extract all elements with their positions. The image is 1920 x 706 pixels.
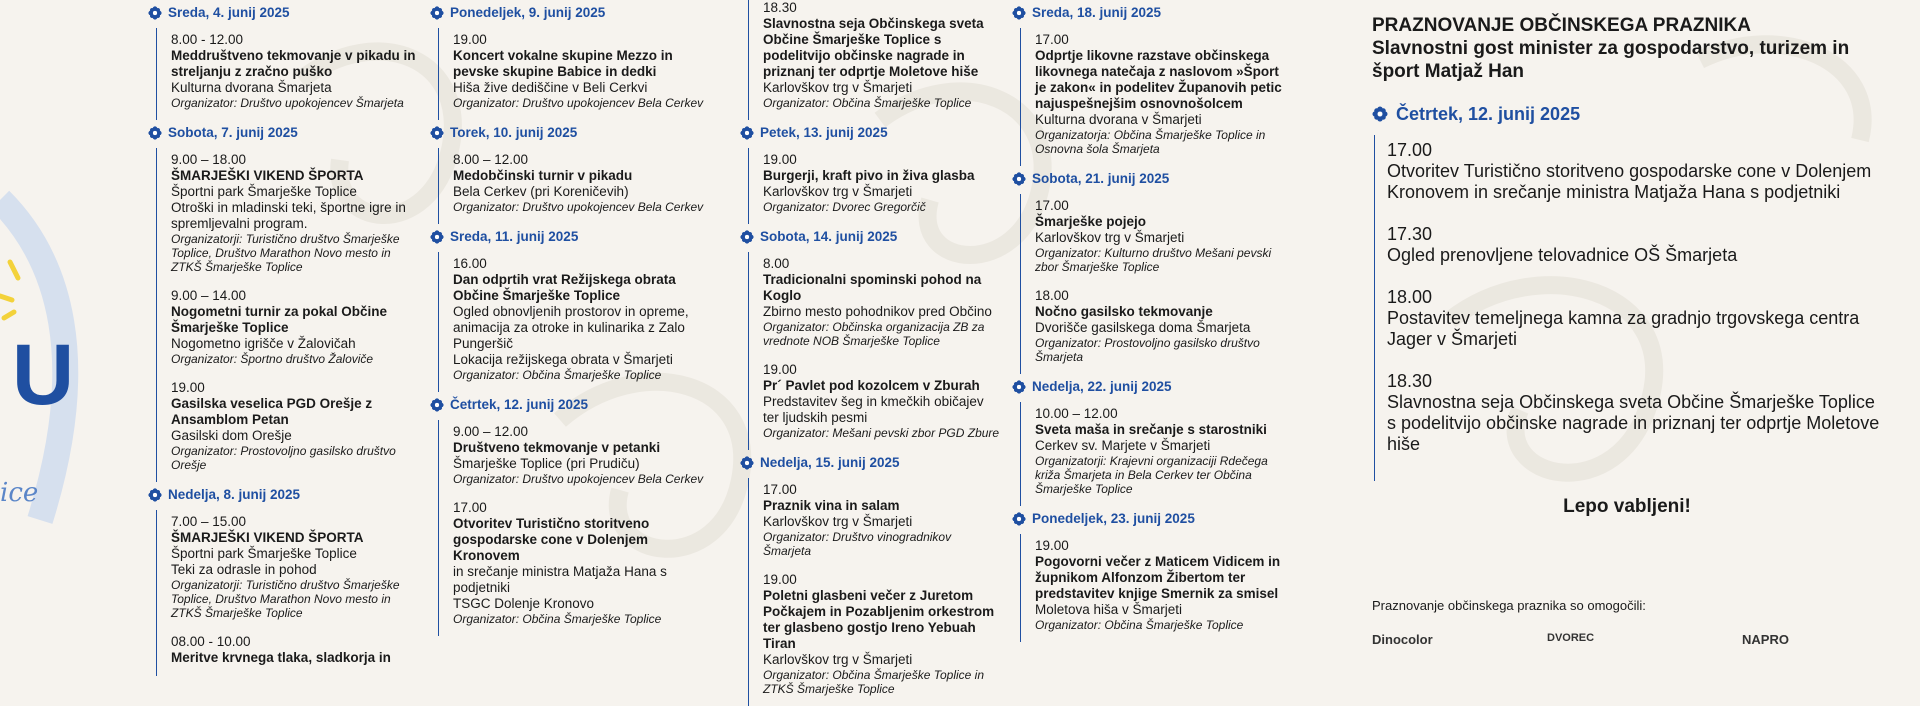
event-title: Šmarješke pojejo xyxy=(1035,214,1147,229)
flower-icon xyxy=(148,488,162,502)
event-time: 17.00 xyxy=(763,482,797,497)
event-organizer: Organizator: Društvo upokojencev Šmarjeta xyxy=(171,96,404,110)
celebration-event-text: Slavnostna seja Občinskega sveta Občine Šmarješke Toplice s podelitvijo občinske nagrade in priznanj ter odprtje Moletove hiše xyxy=(1387,392,1880,454)
day-events xyxy=(1020,534,1284,642)
day-events xyxy=(438,420,710,636)
event-organizer: Organizatorja: Občina Šmarješke Toplice in Osnovna šola Šmarjeta xyxy=(1035,128,1266,156)
celebration-event-time: 18.00 xyxy=(1387,287,1433,307)
day-date: Torek, 10. junij 2025 xyxy=(450,125,578,140)
event-organizer: Organizator: Dvorec Gregorčič xyxy=(763,200,926,214)
celebration-event xyxy=(1387,139,1882,203)
event-time: 19.00 xyxy=(1035,538,1069,553)
event-location: Ogled obnovljenih prostorov in opreme, animacija za otroke in kulinarika z Zalo Pungeršič xyxy=(453,304,689,351)
celebration-event-time: 17.00 xyxy=(1387,140,1433,160)
event-item xyxy=(453,256,710,382)
day-events xyxy=(438,28,710,120)
event-time: 18.30 xyxy=(763,0,797,15)
celebration-event-text: Ogled prenovljene telovadnice OŠ Šmarjeta xyxy=(1387,245,1738,265)
flower-icon xyxy=(1012,512,1026,526)
event-time: 19.00 xyxy=(763,152,797,167)
event-time: 16.00 xyxy=(453,256,487,271)
event-organizer: Organizator: Mešani pevski zbor PGD Zbure xyxy=(763,426,1000,440)
event-organizer: Organizator: Društvo upokojencev Bela Cerkev xyxy=(453,200,704,214)
day-date: Sreda, 4. junij 2025 xyxy=(168,5,290,20)
event-location: Moletova hiša v Šmarjeti xyxy=(1035,602,1183,617)
event-item xyxy=(171,288,420,366)
day-events xyxy=(156,28,420,120)
event-organizer: Organizatorji: Turistično društvo Šmarješke Toplice, Društvo Marathon Novo mesto in ZTKŠ Šmarješke Toplice xyxy=(171,232,400,274)
event-item xyxy=(1035,32,1284,156)
event-location: Gasilski dom Orešje xyxy=(171,428,292,443)
event-location: Dvorišče gasilskega doma Šmarjeta xyxy=(1035,320,1251,335)
program-column xyxy=(740,0,1002,706)
event-title: Slavnostna seja Občinskega sveta Občine Šmarješke Toplice s podelitvijo občinske nagrade in priznanj ter odprtje Moletove hiše xyxy=(763,16,984,79)
day-date: Sreda, 18. junij 2025 xyxy=(1032,5,1162,20)
event-location: Šmarješke Toplice (pri Prudiču) xyxy=(453,456,640,471)
flower-icon xyxy=(740,126,754,140)
event-time: 8.00 - 12.00 xyxy=(171,32,244,47)
event-organizer: Organizator: Občinska organizacija ZB za vrednote NOB Šmarješke Toplice xyxy=(763,320,985,348)
welcome-text: Lepo vabljeni! xyxy=(1563,496,1691,517)
event-time: 08.00 - 10.00 xyxy=(171,634,251,649)
event-organizer: Organizator: Občina Šmarješke Toplice xyxy=(453,368,662,382)
event-location: Športni park Šmarješke Toplice xyxy=(171,546,357,561)
program-column xyxy=(430,0,710,636)
day-date: Nedelja, 22. junij 2025 xyxy=(1032,379,1172,394)
event-title: Koncert vokalne skupine Mezzo in pevske skupine Babice in dedki xyxy=(453,48,673,79)
flower-icon xyxy=(740,230,754,244)
flower-icon xyxy=(1372,106,1388,122)
event-location: Predstavitev šeg in kmečkih običajev ter ljudskih pesmi xyxy=(763,394,984,425)
event-title: Nogometni turnir za pokal Občine Šmarješke Toplice xyxy=(171,304,388,335)
event-title: Meritve krvnega tlaka, sladkorja in xyxy=(171,650,391,665)
flower-icon xyxy=(740,456,754,470)
event-title: ŠMARJEŠKI VIKEND ŠPORTA xyxy=(171,168,364,183)
event-location: Hiša žive dediščine v Beli Cerkvi xyxy=(453,80,648,95)
event-item xyxy=(763,572,1002,696)
left-decoration xyxy=(0,0,120,650)
flower-icon xyxy=(430,6,444,20)
day-heading xyxy=(148,124,420,142)
day-events xyxy=(156,510,420,676)
flower-icon xyxy=(1012,6,1026,20)
event-location: Lokacija režijskega obrata v Šmarjeti xyxy=(453,352,673,367)
day-heading xyxy=(740,124,1002,142)
event-organizer: Organizatorji: Krajevni organizaciji Rdečega križa Šmarjeta in Bela Cerkev ter Občina Šmarješke Toplice xyxy=(1035,454,1268,496)
event-time: 19.00 xyxy=(171,380,205,395)
event-title: Otvoritev Turistično storitveno gospodarske cone v Dolenjem Kronovem xyxy=(453,516,650,563)
event-organizer: Organizator: Društvo upokojencev Bela Cerkev xyxy=(453,472,704,486)
day-date: Četrtek, 12. junij 2025 xyxy=(450,397,589,412)
event-item xyxy=(453,500,710,626)
event-time: 9.00 – 18.00 xyxy=(171,152,247,167)
sponsor-logos xyxy=(1372,632,1892,650)
celebration-subheading: Slavnostni gost minister za gospodarstvo, turizem in šport Matjaž Han xyxy=(1372,38,1850,82)
celebration-event-time: 17.30 xyxy=(1387,224,1433,244)
celebration-event xyxy=(1387,286,1882,350)
event-time: 18.00 xyxy=(1035,288,1069,303)
flower-icon xyxy=(148,126,162,140)
day-heading xyxy=(1012,170,1284,188)
day-events xyxy=(748,478,1002,706)
event-organizer: Organizator: Občina Šmarješke Toplice xyxy=(453,612,662,626)
event-item xyxy=(1035,198,1284,274)
event-organizer: Organizator: Prostovoljno gasilsko društvo Orešje xyxy=(171,444,396,472)
event-title: Tradicionalni spominski pohod na Koglo xyxy=(763,272,982,303)
event-time: 17.00 xyxy=(453,500,487,515)
event-organizer: Organizatorji: Turistično društvo Šmarješke Toplice, Društvo Marathon Novo mesto in ZTKŠ Šmarješke Toplice xyxy=(171,578,400,620)
event-time: 17.00 xyxy=(1035,198,1069,213)
event-location: TSGC Dolenje Kronovo xyxy=(453,596,595,611)
celebration-event-text: Otvoritev Turistično storitveno gospodarske cone v Dolenjem Kronovem in srečanje ministra Matjaža Hana s podjetniki xyxy=(1387,161,1872,202)
celebration-event xyxy=(1387,370,1882,455)
flower-icon xyxy=(430,230,444,244)
event-item xyxy=(171,514,420,620)
event-item xyxy=(763,362,1002,440)
day-events xyxy=(748,252,1002,450)
event-time: 9.00 – 14.00 xyxy=(171,288,247,303)
event-location: Cerkev sv. Marjete v Šmarjeti xyxy=(1035,438,1211,453)
event-location: in srečanje ministra Matjaža Hana s podjetniki xyxy=(453,564,667,595)
event-item xyxy=(763,482,1002,558)
flower-icon xyxy=(430,398,444,412)
celebration-date-label: Četrtek, 12. junij 2025 xyxy=(1396,104,1581,124)
day-heading xyxy=(1012,378,1284,396)
flower-icon xyxy=(1012,380,1026,394)
event-time: 19.00 xyxy=(763,572,797,587)
event-time: 8.00 xyxy=(763,256,790,271)
celebration-event xyxy=(1387,223,1882,266)
day-date: Ponedeljek, 23. junij 2025 xyxy=(1032,511,1195,526)
day-date: Sobota, 21. junij 2025 xyxy=(1032,171,1170,186)
event-item xyxy=(763,152,1002,214)
day-events xyxy=(748,0,1002,120)
event-time: 8.00 – 12.00 xyxy=(453,152,529,167)
celebration-event-time: 18.30 xyxy=(1387,371,1433,391)
day-events xyxy=(1020,194,1284,374)
event-item xyxy=(1035,538,1284,632)
program-column xyxy=(148,0,420,676)
day-heading xyxy=(430,396,710,414)
day-heading xyxy=(430,4,710,22)
day-heading xyxy=(148,486,420,504)
flower-icon xyxy=(148,6,162,20)
event-item xyxy=(171,634,420,666)
event-title: Pogovorni večer z Maticem Vidicem in župnikom Alfonzom Žibertom ter predstavitev knjige Smernik za smisel xyxy=(1035,554,1281,601)
sponsor-logo: NAPRO xyxy=(1742,632,1789,647)
day-events xyxy=(438,148,710,224)
event-organizer: Organizator: Športno društvo Žaloviče xyxy=(171,352,374,366)
event-title: Medobčinski turnir v pikadu xyxy=(453,168,633,183)
day-events xyxy=(438,252,710,392)
event-organizer: Organizator: Društvo upokojencev Bela Cerkev xyxy=(453,96,704,110)
day-heading xyxy=(1012,4,1284,22)
celebration-date xyxy=(1372,103,1882,125)
flower-icon xyxy=(1012,172,1026,186)
event-title: Poletni glasbeni večer z Juretom Počkajem in Pozabljenim orkestrom ter glasbeno gostjo Ireno Yebuah Tiran xyxy=(763,588,995,651)
event-time: 19.00 xyxy=(453,32,487,47)
event-item xyxy=(1035,406,1284,496)
event-time: 10.00 – 12.00 xyxy=(1035,406,1118,421)
flower-icon xyxy=(430,126,444,140)
day-heading xyxy=(148,4,420,22)
event-item xyxy=(171,380,420,472)
event-item xyxy=(171,152,420,274)
event-organizer: Organizator: Občina Šmarješke Toplice xyxy=(763,96,972,110)
celebration-event-text: Postavitev temeljnega kamna za gradnjo trgovskega centra Jager v Šmarjeti xyxy=(1387,308,1860,349)
event-time: 17.00 xyxy=(1035,32,1069,47)
event-title: Nočno gasilsko tekmovanje xyxy=(1035,304,1213,319)
event-organizer: Organizator: Občina Šmarješke Toplice in ZTKŠ Šmarješke Toplice xyxy=(763,668,984,696)
event-item xyxy=(763,256,1002,348)
event-location: Zbirno mesto pohodnikov pred Občino xyxy=(763,304,992,319)
event-title: Sveta maša in srečanje s starostniki xyxy=(1035,422,1267,437)
event-item xyxy=(1035,288,1284,364)
event-location: Karlovškov trg v Šmarjeti xyxy=(763,514,913,529)
event-title: Meddruštveno tekmovanje v pikadu in streljanju z zračno puško xyxy=(171,48,416,79)
event-title: Pr´ Pavlet pod kozolcem v Zburah xyxy=(763,378,980,393)
event-organizer: Organizator: Občina Šmarješke Toplice xyxy=(1035,618,1244,632)
event-location: Karlovškov trg v Šmarjeti xyxy=(763,652,913,667)
day-events xyxy=(156,148,420,482)
event-item xyxy=(453,152,710,214)
sponsor-label: Praznovanje občinskega praznika so omogočili: xyxy=(1372,598,1646,613)
title-fragment-letter: U xyxy=(12,327,75,423)
event-organizer: Organizator: Društvo vinogradnikov Šmarjeta xyxy=(763,530,952,558)
event-location: Karlovškov trg v Šmarjeti xyxy=(763,80,913,95)
event-title: Dan odprtih vrat Režijskega obrata Občine Šmarješke Toplice xyxy=(453,272,676,303)
day-date: Petek, 13. junij 2025 xyxy=(760,125,888,140)
event-title: Burgerji, kraft pivo in živa glasba xyxy=(763,168,975,183)
event-item xyxy=(171,32,420,110)
event-title: ŠMARJEŠKI VIKEND ŠPORTA xyxy=(171,530,364,545)
event-location: Bela Cerkev (pri Koreničevih) xyxy=(453,184,629,199)
day-events xyxy=(1020,28,1284,166)
day-heading xyxy=(430,228,710,246)
event-location: Kulturna dvorana v Šmarjeti xyxy=(1035,112,1202,127)
event-title: Odprtje likovne razstave občinskega likovnega natečaja z naslovom »Šport je zakon« in podelitev Županovih petic najuspešnejšim osnovnošolcem xyxy=(1035,48,1282,111)
event-time: 19.00 xyxy=(763,362,797,377)
day-date: Sobota, 7. junij 2025 xyxy=(168,125,298,140)
sponsor-logo: DVOREC xyxy=(1547,632,1595,644)
day-date: Sobota, 14. junij 2025 xyxy=(760,229,898,244)
event-time: 7.00 – 15.00 xyxy=(171,514,247,529)
day-date: Ponedeljek, 9. junij 2025 xyxy=(450,5,606,20)
day-heading xyxy=(740,454,1002,472)
event-item xyxy=(453,424,710,486)
event-location: Kulturna dvorana Šmarjeta xyxy=(171,80,332,95)
celebration-events xyxy=(1374,135,1882,481)
event-title: Praznik vina in salam xyxy=(763,498,900,513)
event-location: Otroški in mladinski teki, športne igre in spremljevalni program. xyxy=(171,200,406,231)
day-heading xyxy=(740,228,1002,246)
event-location: Teki za odrasle in pohod xyxy=(171,562,317,577)
event-time: 9.00 – 12.00 xyxy=(453,424,529,439)
day-events xyxy=(748,148,1002,224)
celebration-heading: PRAZNOVANJE OBČINSKEGA PRAZNIKA xyxy=(1372,15,1751,36)
day-date: Nedelja, 15. junij 2025 xyxy=(760,455,900,470)
day-date: Sreda, 11. junij 2025 xyxy=(450,229,579,244)
day-heading xyxy=(1012,510,1284,528)
celebration-panel xyxy=(1372,14,1882,481)
event-title: Gasilska veselica PGD Orešje z Ansamblom Petan xyxy=(171,396,373,427)
sponsor-logo: Dinocolor xyxy=(1372,632,1433,647)
day-events xyxy=(1020,402,1284,506)
day-heading xyxy=(430,124,710,142)
event-location: Karlovškov trg v Šmarjeti xyxy=(763,184,913,199)
event-location: Športni park Šmarješke Toplice xyxy=(171,184,357,199)
title-fragment-script: ice xyxy=(0,478,39,508)
event-location: Nogometno igrišče v Žalovičah xyxy=(171,336,356,351)
event-title: Društveno tekmovanje v petanki xyxy=(453,440,661,455)
day-date: Nedelja, 8. junij 2025 xyxy=(168,487,301,502)
event-organizer: Organizator: Prostovoljno gasilsko društvo Šmarjeta xyxy=(1035,336,1260,364)
event-item xyxy=(763,0,1002,110)
event-location: Karlovškov trg v Šmarjeti xyxy=(1035,230,1185,245)
event-item xyxy=(453,32,710,110)
program-column xyxy=(1012,0,1284,642)
event-organizer: Organizator: Kulturno društvo Mešani pevski zbor Šmarješke Toplice xyxy=(1035,246,1272,274)
